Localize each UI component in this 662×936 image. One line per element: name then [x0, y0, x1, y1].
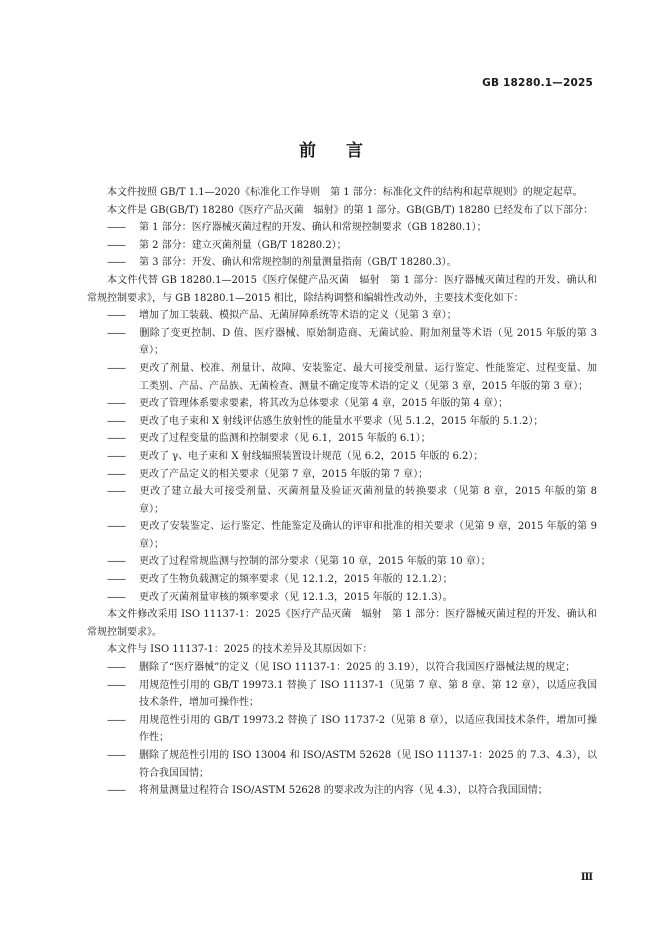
dash-marker: ——: [107, 486, 125, 498]
dash-marker: ——: [107, 468, 125, 480]
list-item: [87, 448, 597, 466]
dash-marker: ——: [107, 679, 125, 691]
paragraph: 本文件与 ISO 11137-1：2025 的技术差异及其原因如下：: [107, 644, 373, 656]
dash-marker: ——: [107, 257, 125, 269]
list-item-text: 用规范性引用的 GB/T 19973.2 替换了 ISO 11737-2（见第 8 章），以适应我国技术条件，增加可操作性；: [139, 714, 597, 744]
dash-marker: ——: [107, 750, 125, 761]
list-item-text: 删除了“医疗器械”的定义（见 ISO 11137-1：2025 的 3.19），以符合我国医疗器械法规的规定；: [139, 662, 576, 674]
list-item: [87, 589, 597, 607]
foreword-body: [87, 184, 597, 800]
dash-marker: ——: [107, 433, 125, 445]
list-item-text: 更改了 γ、电子束和 X 射线辐照装置设计规范（见 6.2，2015 年版的 6.2）；: [139, 450, 484, 462]
list-item: [87, 571, 597, 589]
list-item-text: 更改了管理体系要求要素，将其改为总体要求（见第 4 章，2015 年版的第 4 章）；: [139, 398, 509, 410]
list-item-text: 更改了建立最大可接受剂量、灭菌剂量及验证灭菌剂量的转换要求（见第 8 章，2015 年版的第 8 章）；: [139, 486, 597, 515]
list-item-text: 更改了过程常规监测与控制的部分要求（见第 10 章，2015 年版的第 10 章）；: [139, 556, 491, 568]
list-item-text: 第 3 部分：开发、确认和常规控制的剂量测量指南（GB/T 18280.3）。: [139, 257, 457, 269]
list-item: [87, 219, 597, 237]
list-item: [87, 395, 597, 413]
list-item: [87, 360, 597, 395]
list-item: [87, 677, 597, 712]
list-item-text: 将剂量测量过程符合 ISO/ASTM 52628 的要求改为注的内容（见 4.3），以符合我国国情；: [139, 785, 548, 797]
list-item-text: 更改了电子束和 X 射线评估感生放射性的能量水平要求（见 5.1.2，2015 年版的 5.1.2）；: [139, 415, 544, 427]
paragraph: 本文件是 GB(GB/T) 18280《医疗产品灭菌 辐射》的第 1 部分。GB(GB/T) 18280 已经发布了以下部分：: [107, 204, 594, 216]
list-item-text: 更改了剂量、校准、剂量计、故障、安装鉴定、最大可接受剂量、运行鉴定、性能鉴定、过程变量、加工类别、产品、产品族、无菌检查、测量不确定度等术语的定义（见第 3 章，2015 年版的第 3 章）；: [139, 362, 597, 392]
dash-marker: ——: [107, 362, 125, 374]
dash-marker: ——: [107, 556, 125, 568]
list-item: [87, 430, 597, 448]
dash-marker: ——: [107, 239, 125, 251]
paragraph: 本文件代替 GB 18280.1—2015《医疗保健产品灭菌 辐射 第 1 部分：医疗器械灭菌过程的开发、确认和常规控制要求》，与 GB 18280.1—2015 相比，除结构调整和编辑性改动外，主要技术变化如下：: [87, 274, 597, 304]
list-item: [87, 782, 597, 800]
list-item: [87, 254, 597, 272]
list-item: [87, 413, 597, 431]
dash-marker: ——: [107, 785, 125, 797]
dash-marker: ——: [107, 415, 125, 427]
list-item-text: 第 1 部分：医疗器械灭菌过程的开发、确认和常规控制要求（GB 18280.1）；: [139, 222, 487, 234]
list-item: [87, 553, 597, 571]
list-item-text: 删除了变更控制、D 值、医疗器械、原始制造商、无菌试验、附加剂量等术语（见 2015 年版的第 3 章）；: [139, 327, 597, 357]
dash-marker: ——: [107, 574, 125, 586]
page-title: 前言: [299, 141, 393, 161]
list-item: [87, 483, 597, 518]
list-item-text: 用规范性引用的 GB/T 19973.1 替换了 ISO 11137-1（见第 7 章、第 8 章、第 12 章），以适应我国技术条件，增加可操作性；: [139, 679, 597, 709]
standard-number: GB 18280.1—2025: [482, 77, 593, 89]
paragraph: 本文件修改采用 ISO 11137-1：2025《医疗产品灭菌 辐射 第 1 部分：医疗器械灭菌过程的开发、确认和常规控制要求》。: [87, 609, 597, 638]
dash-marker: ——: [107, 591, 125, 603]
dash-marker: ——: [107, 327, 125, 339]
dash-marker: ——: [107, 398, 125, 410]
list-item-text: 删除了规范性引用的 ISO 13004 和 ISO/ASTM 52628（见 ISO 11137-1：2025 的 7.3、4.3），以符合我国国情；: [139, 750, 597, 779]
dash-marker: ——: [107, 222, 125, 234]
list-item: [87, 712, 597, 747]
list-item-text: 增加了加工装载、模拟产品、无菌屏障系统等术语的定义（见第 3 章）；: [139, 310, 457, 322]
dash-marker: ——: [107, 714, 125, 726]
list-item: [87, 307, 597, 325]
paragraph: 本文件按照 GB/T 1.1—2020《标准化工作导则 第 1 部分：标准化文件的结构和起草规则》的规定起草。: [107, 187, 583, 198]
page-number: Ⅲ: [580, 872, 593, 883]
dash-marker: ——: [107, 521, 125, 533]
list-item-text: 更改了生物负载测定的频率要求（见 12.1.2，2015 年版的 12.1.2）；: [139, 574, 453, 586]
dash-marker: ——: [107, 450, 125, 462]
list-item-text: 更改了过程变量的监测和控制要求（见 6.1，2015 年版的 6.1）；: [139, 433, 431, 445]
list-item: [87, 237, 597, 255]
list-item-text: 更改了灭菌剂量审核的频率要求（见 12.1.3，2015 年版的 12.1.3）。: [139, 591, 453, 603]
list-item: [87, 659, 597, 677]
list-item: [87, 325, 597, 360]
list-item: [87, 518, 597, 553]
list-item-text: 更改了产品定义的相关要求（见第 7 章，2015 年版的第 7 章）；: [139, 468, 429, 480]
list-item-text: 第 2 部分：建立灭菌剂量（GB/T 18280.2）；: [139, 239, 347, 251]
dash-marker: ——: [107, 662, 125, 674]
list-item: [87, 747, 597, 782]
list-item-text: 更改了安装鉴定、运行鉴定、性能鉴定及确认的评审和批准的相关要求（见第 9 章，2015 年版的第 9 章）；: [139, 521, 597, 550]
dash-marker: ——: [107, 310, 125, 322]
list-item: [87, 466, 597, 484]
